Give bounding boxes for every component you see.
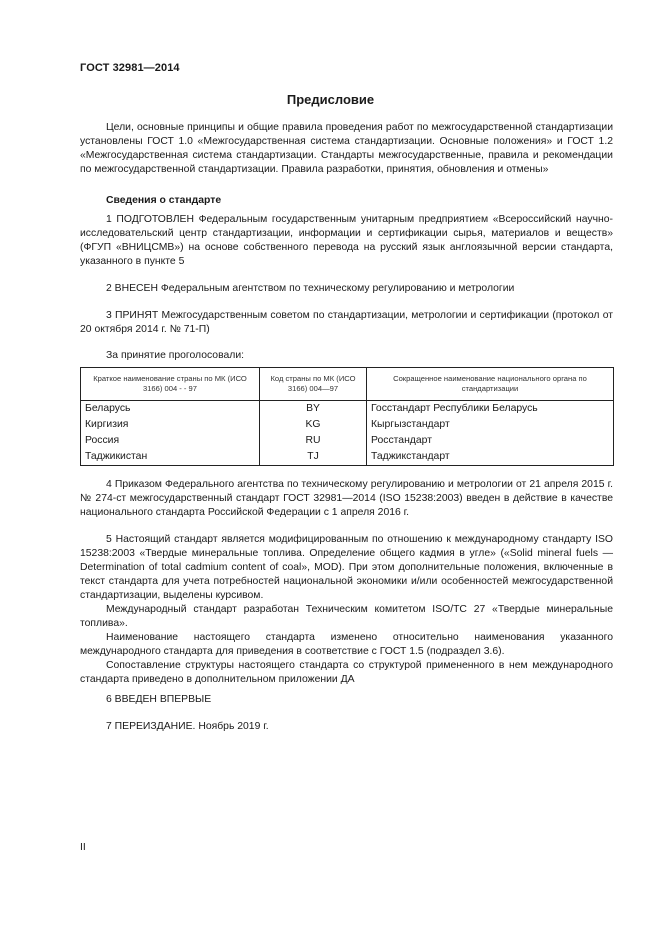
intro-text: Цели, основные принципы и общие правила проведения работ по межгосударственной стандартизации установлены ГОСТ 1.0 «Межгосударственная система стандартизации. Основные положения» и ГОСТ 1.2 «Межгосударственная система стандартизации. Стандарты межгосударственные, правила и рекомендации по межгосударственной стандартизации. Правила разработки, принятия, обновления и отмены» xyxy=(80,122,613,175)
section-subtitle: Сведения о стандарте xyxy=(106,195,222,206)
table-cell-code: BY xyxy=(260,401,367,418)
item-4-paragraph xyxy=(80,478,613,520)
table-header-country: Краткое наименование страны по МК (ИСО 3166) 004 - - 97 xyxy=(81,368,260,401)
table-cell-body: Госстандарт Республики Беларусь xyxy=(367,401,614,418)
table-cell-body: Кыргызстандарт xyxy=(367,417,614,433)
table-header-row xyxy=(81,368,614,401)
table-row xyxy=(81,417,614,433)
table-cell-code: TJ xyxy=(260,449,367,466)
item-1-paragraph xyxy=(80,213,613,269)
page-title: Предисловие xyxy=(286,92,375,107)
table-cell-code: KG xyxy=(260,417,367,433)
voting-countries-table xyxy=(80,367,614,466)
vote-label: За принятие проголосовали: xyxy=(106,350,245,361)
item-5-paragraph xyxy=(80,533,613,687)
table-row xyxy=(81,401,614,418)
item-5-text: 5 Настоящий стандарт является модифицированным по отношению к международному стандарту ISO 15238:2003 «Твердые минеральные топлива. Определение общего кадмия в угле» («Solid mineral fuels — Determination of total cadmium content of coal», MOD). При этом дополнительные положения, включенные в текст стандарта для учета потребностей национальной экономики и/или особенностей межгосударственной стандартизации, выделены курсивом. xyxy=(80,534,613,601)
intro-paragraph xyxy=(80,121,613,177)
item-5-note-3: Сопоставление структуры настоящего стандарта со структурой примененного в нем международного стандарта приведено в дополнительном приложении ДА xyxy=(80,660,613,685)
table-cell-body: Росстандарт xyxy=(367,433,614,449)
table-cell-country: Киргизия xyxy=(81,417,260,433)
item-3-text: 3 ПРИНЯТ Межгосударственным советом по стандартизации, метрологии и сертификации (протокол от 20 октября 2014 г. № 71-П) xyxy=(80,310,613,335)
item-5-note-2: Наименование настоящего стандарта изменено относительно наименования указанного международного стандарта для приведения в соответствие с ГОСТ 1.5 (подраздел 3.6). xyxy=(80,632,613,657)
item-6-text: 6 ВВЕДЕН ВПЕРВЫЕ xyxy=(106,694,212,705)
item-7-text: 7 ПЕРЕИЗДАНИЕ. Ноябрь 2019 г. xyxy=(106,721,269,732)
table-cell-country: Россия xyxy=(81,433,260,449)
page-number: II xyxy=(80,842,86,853)
table-cell-body: Таджикстандарт xyxy=(367,449,614,466)
table-cell-code: RU xyxy=(260,433,367,449)
item-5-note-1: Международный стандарт разработан Техническим комитетом ISO/TC 27 «Твердые минеральные топлива». xyxy=(80,604,613,629)
table-header-body: Сокращенное наименование национального органа по стандартизации xyxy=(367,368,614,401)
item-4-text: 4 Приказом Федерального агентства по техническому регулированию и метрологии от 21 апреля 2015 г. № 274-ст межгосударственный стандарт ГОСТ 32981—2014 (ISO 15238:2003) введен в действие в качестве национального стандарта Российской Федерации с 1 апреля 2016 г. xyxy=(80,479,613,518)
document-header-id: ГОСТ 32981—2014 xyxy=(80,62,180,74)
table-row xyxy=(81,433,614,449)
item-1-text: 1 ПОДГОТОВЛЕН Федеральным государственным унитарным предприятием «Всероссийский научно-исследовательский центр стандартизации, информации и сертификации сырья, материалов и веществ» (ФГУП «ВНИЦСМВ») на основе собственного перевода на русский язык англоязычной версии стандарта, указанного в пункте 5 xyxy=(80,214,613,267)
table-header-code: Код страны по МК (ИСО 3166) 004—97 xyxy=(260,368,367,401)
table-cell-country: Беларусь xyxy=(81,401,260,418)
item-2-text: 2 ВНЕСЕН Федеральным агентством по техническому регулированию и метрологии xyxy=(106,283,515,294)
item-3-paragraph xyxy=(80,309,613,337)
table-cell-country: Таджикистан xyxy=(81,449,260,466)
item-2-paragraph xyxy=(80,282,613,296)
table-row xyxy=(81,449,614,466)
